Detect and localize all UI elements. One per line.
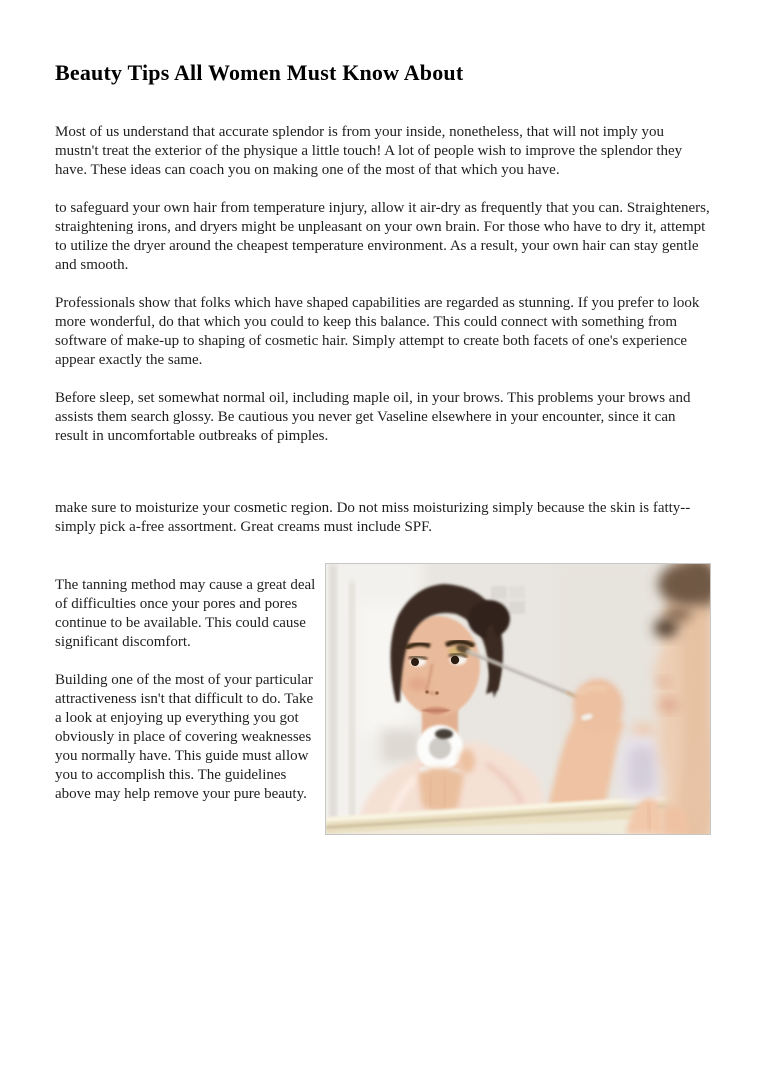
article-photo <box>326 564 710 834</box>
paragraph-brow-oil: Before sleep, set somewhat normal oil, including maple oil, in your brows. This problems your brows and assists them search glossy. Be cautious you never get Vaseline elsewhere in your encounter, since it can result in uncomfortable outbreaks of pimples. <box>55 390 691 444</box>
paragraph-balance: Professionals show that folks which have shaped capabilities are regarded as stunning. If you prefer to look more wonderful, do that which you could to keep this balance. This could connect with something from software of make-up to shaping of cosmetic hair. Simply attempt to create both facets of one's experience appear exactly the same. <box>55 295 700 368</box>
paragraph-moisturize: make sure to moisturize your cosmetic region. Do not miss moisturizing simply because the skin is fatty--simply pick a-free assortment. Great creams must include SPF. <box>55 500 691 535</box>
paragraph-intro: Most of us understand that accurate splendor is from your inside, nonetheless, that will not imply you mustn't treat the exterior of the physique a little touch! A lot of people wish to improve the splendor they have. These ideas can coach you on making one of the most of that which you have. <box>55 124 683 178</box>
paragraph-conclusion: Building one of the most of your particular attractiveness isn't that difficult to do. Take a look at enjoying up everything you got obviously in place of covering weaknesses you normally have. This guide must allow you to accomplish this. The guidelines above may help remove your pure beauty. <box>55 672 314 802</box>
paragraph-hair-care: to safeguard your own hair from temperature injury, allow it air-dry as frequently that you can. Straighteners, straightening irons, and dryers might be unpleasant on your own brain. For those who have to dry it, attempt to utilize the dryer around the cheapest temperature environment. As a result, your own hair can stay gentle and smooth. <box>55 200 710 273</box>
page-title: Beauty Tips All Women Must Know About <box>55 60 464 85</box>
paragraph-tanning: The tanning method may cause a great deal of difficulties once your pores and pores continue to be available. This could cause significant discomfort. <box>55 577 316 650</box>
woman-applying-makeup-illustration <box>326 564 710 834</box>
